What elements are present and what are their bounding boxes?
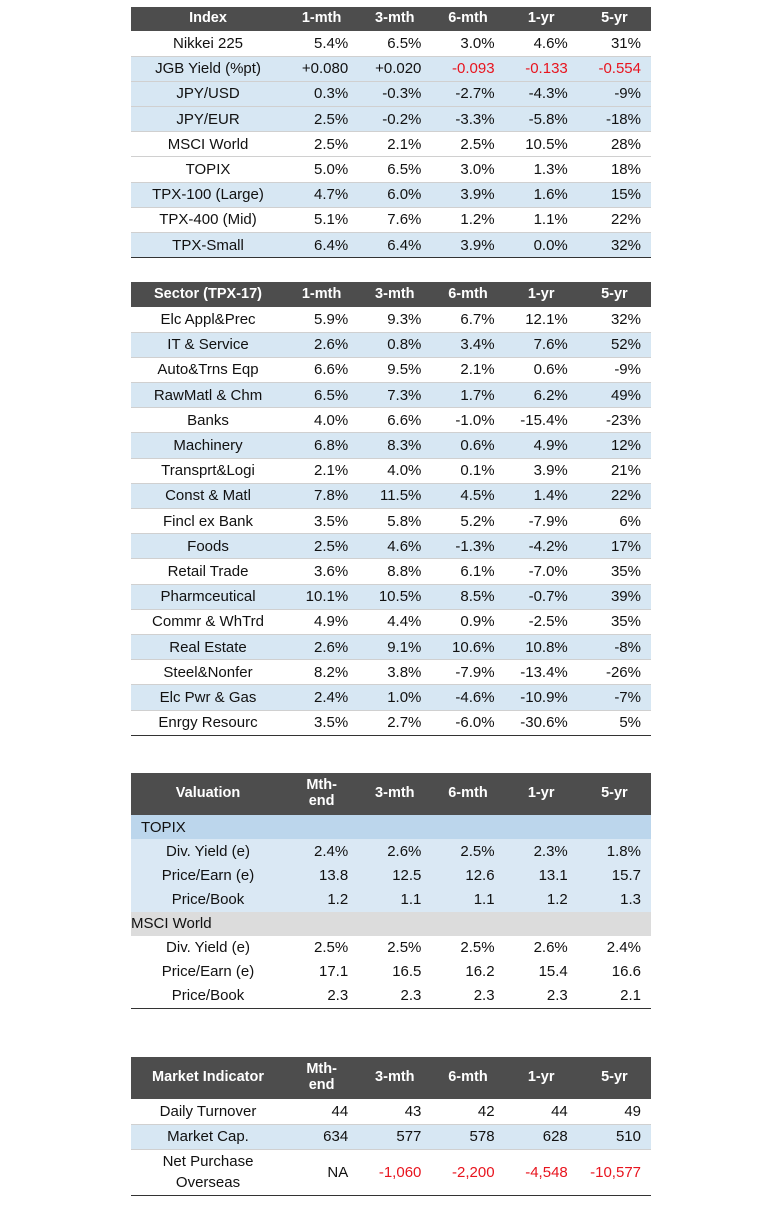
value-cell: 6.4% [358, 233, 431, 258]
value-cell: 3.6% [285, 559, 358, 584]
group-header-row [131, 815, 651, 839]
value-cell: 8.2% [285, 660, 358, 685]
value-cell: 49 [578, 1099, 651, 1124]
table-row [131, 839, 651, 863]
value-cell: -4,548 [505, 1149, 578, 1195]
value-cell: -5.8% [505, 107, 578, 132]
value-cell: -30.6% [505, 710, 578, 735]
row-label: Div. Yield (e) [131, 936, 285, 960]
row-label: JGB Yield (%pt) [131, 56, 285, 81]
table-row [131, 31, 651, 56]
value-cell: 2.6% [285, 332, 358, 357]
table-row [131, 408, 651, 433]
value-cell: 22% [578, 207, 651, 232]
value-cell: 3.0% [431, 31, 504, 56]
column-header-period: 6-mth [431, 282, 504, 307]
value-cell: 43 [358, 1099, 431, 1124]
table-row [131, 936, 651, 960]
table-row [131, 332, 651, 357]
value-cell: 5.0% [285, 157, 358, 182]
value-cell: 3.9% [431, 182, 504, 207]
value-cell: 4.6% [505, 31, 578, 56]
row-label: Nikkei 225 [131, 31, 285, 56]
value-cell: -15.4% [505, 408, 578, 433]
value-cell: 5.9% [285, 307, 358, 332]
value-cell: 44 [505, 1099, 578, 1124]
value-cell: 52% [578, 332, 651, 357]
value-cell: 2.6% [285, 634, 358, 659]
value-cell: 5.1% [285, 207, 358, 232]
row-label: Price/Book [131, 887, 285, 911]
market-table-header [131, 1057, 651, 1099]
value-cell: 10.8% [505, 634, 578, 659]
row-label: Price/Earn (e) [131, 960, 285, 984]
row-label: Foods [131, 534, 285, 559]
value-cell: -10.9% [505, 685, 578, 710]
value-cell: 35% [578, 609, 651, 634]
value-cell: 3.9% [505, 458, 578, 483]
value-cell: 7.6% [358, 207, 431, 232]
row-label: JPY/EUR [131, 107, 285, 132]
value-cell: 11.5% [358, 483, 431, 508]
value-cell: -0.2% [358, 107, 431, 132]
value-cell: 1.3 [578, 887, 651, 911]
value-cell: 3.9% [431, 233, 504, 258]
column-header-period: 3-mth [358, 1057, 431, 1099]
row-label: Elc Pwr & Gas [131, 685, 285, 710]
value-cell: -26% [578, 660, 651, 685]
value-cell: 634 [285, 1124, 358, 1149]
value-cell: 15.4 [505, 960, 578, 984]
value-cell: 22% [578, 483, 651, 508]
value-cell: -6.0% [431, 710, 504, 735]
value-cell: -0.093 [431, 56, 504, 81]
table-row [131, 609, 651, 634]
value-cell: -9% [578, 81, 651, 106]
column-header-period: 5-yr [578, 773, 651, 815]
column-header-period: 6-mth [431, 773, 504, 815]
value-cell: -4.3% [505, 81, 578, 106]
row-label: Market Cap. [131, 1124, 285, 1149]
value-cell: 4.9% [285, 609, 358, 634]
value-cell: -4.2% [505, 534, 578, 559]
table-row [131, 107, 651, 132]
value-cell: 4.6% [358, 534, 431, 559]
value-cell: 10.5% [358, 584, 431, 609]
value-cell: 1.1 [431, 887, 504, 911]
value-cell: 1.8% [578, 839, 651, 863]
value-cell: 1.6% [505, 182, 578, 207]
value-cell: 2.3 [431, 984, 504, 1008]
value-cell: 12.1% [505, 307, 578, 332]
value-cell: -0.133 [505, 56, 578, 81]
market-indicator-table [131, 1057, 651, 1196]
row-label: Auto&Trns Eqp [131, 357, 285, 382]
row-label: Elc Appl&Prec [131, 307, 285, 332]
group-title: TOPIX [131, 815, 651, 839]
value-cell: -10,577 [578, 1149, 651, 1195]
column-header-period: 3-mth [358, 282, 431, 307]
value-cell: NA [285, 1149, 358, 1195]
value-cell: -0.7% [505, 584, 578, 609]
column-header-period: 1-yr [505, 7, 578, 31]
sector-table-header [131, 282, 651, 307]
row-label: TOPIX [131, 157, 285, 182]
value-cell: 4.0% [285, 408, 358, 433]
column-header-period: 1-yr [505, 1057, 578, 1099]
value-cell: 2.4% [285, 685, 358, 710]
column-header-period: 6-mth [431, 1057, 504, 1099]
row-label: Daily Turnover [131, 1099, 285, 1124]
index-table-body [131, 31, 651, 258]
value-cell: 6.4% [285, 233, 358, 258]
value-cell: 7.6% [505, 332, 578, 357]
table-row [131, 559, 651, 584]
row-label: TPX-100 (Large) [131, 182, 285, 207]
value-cell: 6.5% [358, 157, 431, 182]
value-cell: 578 [431, 1124, 504, 1149]
row-label: RawMatl & Chm [131, 383, 285, 408]
value-cell: 0.6% [505, 357, 578, 382]
value-cell: 17% [578, 534, 651, 559]
value-cell: 10.6% [431, 634, 504, 659]
row-label: Net Purchase Overseas [131, 1149, 285, 1195]
table-row [131, 634, 651, 659]
table-row [131, 960, 651, 984]
value-cell: 31% [578, 31, 651, 56]
value-cell: 0.8% [358, 332, 431, 357]
value-cell: 0.3% [285, 81, 358, 106]
value-cell: 44 [285, 1099, 358, 1124]
table-row [131, 509, 651, 534]
column-header-period: 5-yr [578, 7, 651, 31]
row-label: Retail Trade [131, 559, 285, 584]
value-cell: -8% [578, 634, 651, 659]
value-cell: 2.5% [285, 132, 358, 157]
value-cell: 6.8% [285, 433, 358, 458]
value-cell: 12.6 [431, 863, 504, 887]
value-cell: 4.4% [358, 609, 431, 634]
value-cell: 0.1% [431, 458, 504, 483]
value-cell: 1.7% [431, 383, 504, 408]
value-cell: 2.3 [285, 984, 358, 1008]
group-header-row [131, 912, 651, 936]
value-cell: 6.6% [358, 408, 431, 433]
table-row [131, 584, 651, 609]
column-header-period: 1-mth [285, 7, 358, 31]
row-label: TPX-400 (Mid) [131, 207, 285, 232]
value-cell: 35% [578, 559, 651, 584]
value-cell: 4.5% [431, 483, 504, 508]
table-row [131, 132, 651, 157]
value-cell: 9.1% [358, 634, 431, 659]
value-cell: 510 [578, 1124, 651, 1149]
market-table-body [131, 1099, 651, 1195]
table-row [131, 685, 651, 710]
value-cell: -4.6% [431, 685, 504, 710]
value-cell: 16.5 [358, 960, 431, 984]
value-cell: +0.020 [358, 56, 431, 81]
value-cell: 6.2% [505, 383, 578, 408]
column-header-period: 1-mth [285, 282, 358, 307]
table-row [131, 207, 651, 232]
value-cell: -7.9% [505, 509, 578, 534]
table-row [131, 56, 651, 81]
value-cell: 6.7% [431, 307, 504, 332]
table-row [131, 458, 651, 483]
table-row [131, 157, 651, 182]
table-row [131, 307, 651, 332]
valuation-table-header [131, 773, 651, 815]
value-cell: 8.5% [431, 584, 504, 609]
value-cell: 1.2 [505, 887, 578, 911]
row-label: Enrgy Resourc [131, 710, 285, 735]
table-row [131, 483, 651, 508]
value-cell: 10.1% [285, 584, 358, 609]
value-cell: 15% [578, 182, 651, 207]
value-cell: 6.1% [431, 559, 504, 584]
value-cell: 2.3% [505, 839, 578, 863]
value-cell: 2.6% [358, 839, 431, 863]
table-row [131, 433, 651, 458]
column-header-label: Market Indicator [131, 1057, 285, 1099]
table-row [131, 534, 651, 559]
group-title: MSCI World [131, 912, 651, 936]
value-cell: 39% [578, 584, 651, 609]
value-cell: 6.5% [358, 31, 431, 56]
row-label: IT & Service [131, 332, 285, 357]
value-cell: 2.4% [285, 839, 358, 863]
value-cell: 32% [578, 307, 651, 332]
value-cell: 13.8 [285, 863, 358, 887]
value-cell: 1.1% [505, 207, 578, 232]
value-cell: 2.5% [431, 132, 504, 157]
column-header-period: 5-yr [578, 282, 651, 307]
value-cell: 1.4% [505, 483, 578, 508]
value-cell: +0.080 [285, 56, 358, 81]
column-header-period: 3-mth [358, 7, 431, 31]
sector-performance-table [131, 282, 651, 736]
value-cell: 2.1% [358, 132, 431, 157]
value-cell: -1,060 [358, 1149, 431, 1195]
value-cell: -18% [578, 107, 651, 132]
value-cell: 5.4% [285, 31, 358, 56]
value-cell: 2.1% [431, 357, 504, 382]
value-cell: -0.554 [578, 56, 651, 81]
row-label: Price/Earn (e) [131, 863, 285, 887]
index-performance-table [131, 7, 651, 258]
value-cell: 0.0% [505, 233, 578, 258]
row-label: Div. Yield (e) [131, 839, 285, 863]
row-label: Price/Book [131, 984, 285, 1008]
column-header-period: 5-yr [578, 1057, 651, 1099]
row-label: TPX-Small [131, 233, 285, 258]
value-cell: 49% [578, 383, 651, 408]
value-cell: 5% [578, 710, 651, 735]
value-cell: 32% [578, 233, 651, 258]
value-cell: -2.7% [431, 81, 504, 106]
table-row [131, 182, 651, 207]
value-cell: 6.5% [285, 383, 358, 408]
value-cell: 15.7 [578, 863, 651, 887]
value-cell: 2.5% [431, 936, 504, 960]
value-cell: 7.8% [285, 483, 358, 508]
value-cell: 6.6% [285, 357, 358, 382]
value-cell: 12% [578, 433, 651, 458]
row-label: Machinery [131, 433, 285, 458]
value-cell: 2.3 [505, 984, 578, 1008]
table-row [131, 863, 651, 887]
value-cell: 16.6 [578, 960, 651, 984]
column-header-period: 3-mth [358, 773, 431, 815]
row-label: Real Estate [131, 634, 285, 659]
value-cell: 8.8% [358, 559, 431, 584]
value-cell: 42 [431, 1099, 504, 1124]
row-label: Pharmceutical [131, 584, 285, 609]
value-cell: 3.4% [431, 332, 504, 357]
value-cell: 5.2% [431, 509, 504, 534]
value-cell: 28% [578, 132, 651, 157]
value-cell: -9% [578, 357, 651, 382]
value-cell: -7.0% [505, 559, 578, 584]
value-cell: 17.1 [285, 960, 358, 984]
column-header-period: Mth-end [285, 773, 358, 815]
value-cell: -2,200 [431, 1149, 504, 1195]
value-cell: 2.6% [505, 936, 578, 960]
table-row [131, 1124, 651, 1149]
column-header-label: Index [131, 7, 285, 31]
value-cell: 3.8% [358, 660, 431, 685]
value-cell: 1.1 [358, 887, 431, 911]
value-cell: 4.0% [358, 458, 431, 483]
value-cell: 577 [358, 1124, 431, 1149]
row-label: Steel&Nonfer [131, 660, 285, 685]
row-label: Banks [131, 408, 285, 433]
value-cell: 0.9% [431, 609, 504, 634]
value-cell: 4.9% [505, 433, 578, 458]
value-cell: 1.2 [285, 887, 358, 911]
table-row [131, 1149, 651, 1195]
row-label: Const & Matl [131, 483, 285, 508]
table-row [131, 1099, 651, 1124]
value-cell: 18% [578, 157, 651, 182]
value-cell: 13.1 [505, 863, 578, 887]
value-cell: 12.5 [358, 863, 431, 887]
value-cell: 2.5% [285, 534, 358, 559]
value-cell: 16.2 [431, 960, 504, 984]
valuation-table [131, 773, 651, 1009]
row-label: Transprt&Logi [131, 458, 285, 483]
column-header-period: 1-yr [505, 773, 578, 815]
value-cell: 5.8% [358, 509, 431, 534]
value-cell: -23% [578, 408, 651, 433]
value-cell: 2.5% [285, 936, 358, 960]
value-cell: -7% [578, 685, 651, 710]
valuation-table-body [131, 815, 651, 1008]
column-header-label: Sector (TPX-17) [131, 282, 285, 307]
value-cell: -3.3% [431, 107, 504, 132]
value-cell: 9.3% [358, 307, 431, 332]
value-cell: 2.5% [431, 839, 504, 863]
value-cell: 1.2% [431, 207, 504, 232]
value-cell: 3.5% [285, 710, 358, 735]
value-cell: 2.1% [285, 458, 358, 483]
value-cell: 8.3% [358, 433, 431, 458]
value-cell: 2.3 [358, 984, 431, 1008]
value-cell: 2.7% [358, 710, 431, 735]
value-cell: 1.0% [358, 685, 431, 710]
value-cell: -0.3% [358, 81, 431, 106]
row-label: Commr & WhTrd [131, 609, 285, 634]
value-cell: 1.3% [505, 157, 578, 182]
value-cell: 6.0% [358, 182, 431, 207]
value-cell: -1.3% [431, 534, 504, 559]
value-cell: 3.0% [431, 157, 504, 182]
table-row [131, 81, 651, 106]
value-cell: 2.5% [358, 936, 431, 960]
column-header-label: Valuation [131, 773, 285, 815]
column-header-period: Mth-end [285, 1057, 358, 1099]
table-row [131, 357, 651, 382]
column-header-period: 6-mth [431, 7, 504, 31]
table-row [131, 710, 651, 735]
value-cell: 628 [505, 1124, 578, 1149]
column-header-period: 1-yr [505, 282, 578, 307]
value-cell: -7.9% [431, 660, 504, 685]
value-cell: 9.5% [358, 357, 431, 382]
value-cell: 7.3% [358, 383, 431, 408]
value-cell: 21% [578, 458, 651, 483]
row-label: Fincl ex Bank [131, 509, 285, 534]
table-row [131, 233, 651, 258]
index-table-header [131, 7, 651, 31]
value-cell: 0.6% [431, 433, 504, 458]
table-row [131, 660, 651, 685]
value-cell: 6% [578, 509, 651, 534]
value-cell: -13.4% [505, 660, 578, 685]
value-cell: 10.5% [505, 132, 578, 157]
value-cell: 2.1 [578, 984, 651, 1008]
row-label: MSCI World [131, 132, 285, 157]
value-cell: 2.4% [578, 936, 651, 960]
value-cell: 3.5% [285, 509, 358, 534]
value-cell: 4.7% [285, 182, 358, 207]
value-cell: 2.5% [285, 107, 358, 132]
sector-table-body [131, 307, 651, 735]
table-row [131, 383, 651, 408]
table-row [131, 887, 651, 911]
table-row [131, 984, 651, 1008]
value-cell: -2.5% [505, 609, 578, 634]
row-label: JPY/USD [131, 81, 285, 106]
value-cell: -1.0% [431, 408, 504, 433]
